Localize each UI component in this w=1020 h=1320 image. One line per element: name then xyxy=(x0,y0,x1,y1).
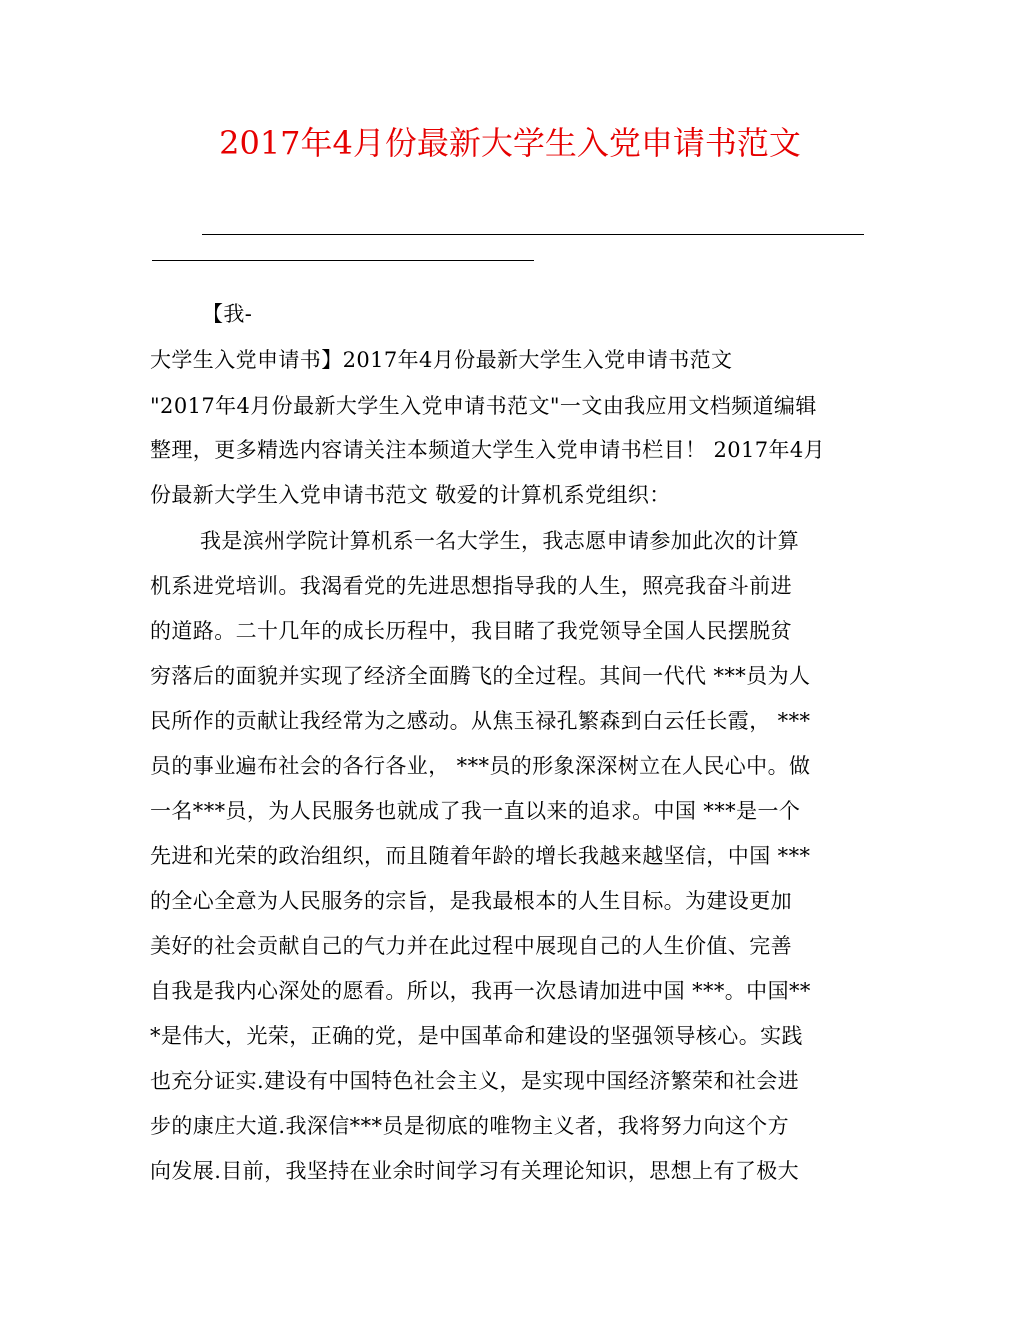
body-line-7: 机系进党培训。我渴看党的先进思想指导我的人生，照亮我奋斗前进 xyxy=(150,574,792,598)
separator-line-2 xyxy=(152,260,534,261)
body-line-11: 员的事业遍布社会的各行各业， ***员的形象深深树立在人民心中。做 xyxy=(150,754,811,778)
body-line-17: *是伟大，光荣，正确的党，是中国革命和建设的坚强领导核心。实践 xyxy=(150,1024,803,1048)
body-line-8: 的道路。二十几年的成长历程中，我目睹了我党领导全国人民摆脱贫 xyxy=(150,619,792,643)
body-line-12: 一名***员，为人民服务也就成了我一直以来的追求。中国 ***是一个 xyxy=(150,799,801,823)
body-line-5: 份最新大学生入党申请书范文 敬爱的计算机系党组织： xyxy=(150,483,671,507)
body-line-4: 整理，更多精选内容请关注本频道大学生入党申请书栏目！ 2017年4月 xyxy=(150,438,826,462)
document-title: 2017年4月份最新大学生入党申请书范文 xyxy=(219,124,801,162)
body-line-6: 我是滨州学院计算机系一名大学生，我志愿申请参加此次的计算 xyxy=(200,529,800,553)
body-line-2: 大学生入党申请书】2017年4月份最新大学生入党申请书范文 xyxy=(150,348,733,372)
body-line-3: "2017年4月份最新大学生入党申请书范文"一文由我应用文档频道编辑 xyxy=(150,394,817,418)
body-line-14: 的全心全意为人民服务的宗旨，是我最根本的人生目标。为建设更加 xyxy=(150,889,792,913)
body-line-18: 也充分证实.建设有中国特色社会主义，是实现中国经济繁荣和社会进 xyxy=(150,1069,800,1093)
separator-line-1 xyxy=(202,234,864,235)
body-line-10: 民所作的贡献让我经常为之感动。从焦玉禄孔繁森到白云任长霞， *** xyxy=(150,709,811,733)
body-line-1: 【我- xyxy=(202,302,253,326)
body-line-9: 穷落后的面貌并实现了经济全面腾飞的全过程。其间一代代 ***员为人 xyxy=(150,664,811,688)
body-line-15: 美好的社会贡献自己的气力并在此过程中展现自己的人生价值、完善 xyxy=(150,934,792,958)
body-line-19: 步的康庄大道.我深信***员是彻底的唯物主义者，我将努力向这个方 xyxy=(150,1114,789,1138)
body-line-20: 向发展.目前，我坚持在业余时间学习有关理论知识，思想上有了极大 xyxy=(150,1159,800,1183)
body-line-16: 自我是我内心深处的愿看。所以，我再一次恳请加进中国 ***。中国** xyxy=(150,979,811,1003)
body-line-13: 先进和光荣的政治组织，而且随着年龄的增长我越来越坚信，中国 *** xyxy=(150,844,811,868)
